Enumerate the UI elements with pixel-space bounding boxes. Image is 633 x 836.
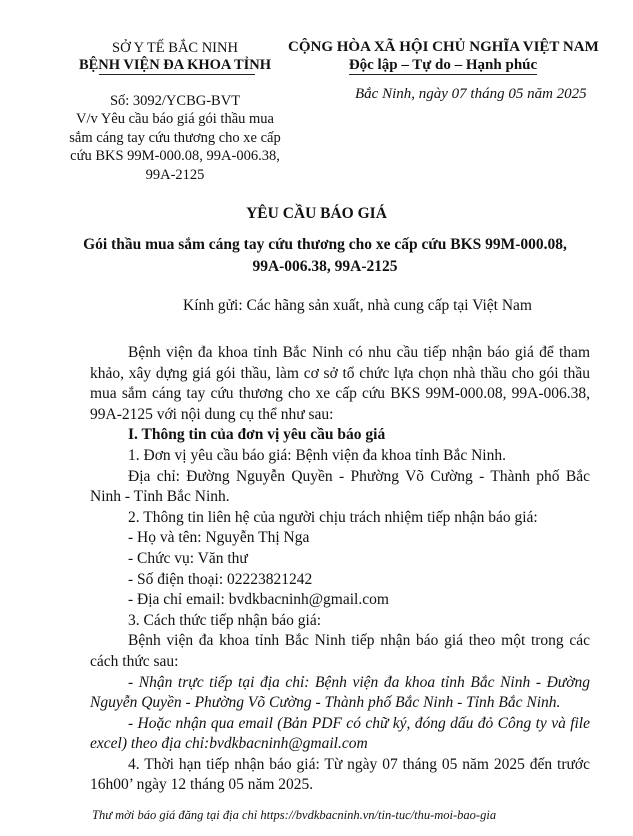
subject-line: V/v Yêu cầu báo giá gói thầu mua <box>76 111 274 127</box>
recipient-line: Kính gửi: Các hãng sản xuất, nhà cung cấp tại Việt Nam <box>183 297 532 314</box>
hospital-underline <box>99 74 255 75</box>
country-name: CỘNG HÒA XÃ HỘI CHỦ NGHĨA VIỆT NAM <box>288 39 599 55</box>
subject-line: sắm cáng tay cứu thương cho xe cấp <box>69 129 281 146</box>
national-header <box>288 38 598 74</box>
issuer-block <box>60 40 290 184</box>
address-paragraph: Địa chỉ: Đường Nguyễn Quyền - Phường Võ Cường - Thành phố Bắc Ninh - Tỉnh Bắc Ninh. <box>90 467 590 506</box>
receiving-method-desc: Bệnh viện đa khoa tỉnh Bắc Ninh tiếp nhận báo giá theo một trong các cách thức sau: <box>90 632 590 670</box>
requesting-unit: 1. Đơn vị yêu cầu báo giá: Bệnh viện đa khoa tỉnh Bắc Ninh. <box>128 446 506 464</box>
national-motto <box>349 56 537 74</box>
method-email: - Hoặc nhận qua email (Bản PDF có chữ ký, đóng dấu đỏ Công ty và file excel) theo địa chỉ:bvdkbacninh@gmail.com <box>90 714 590 753</box>
place-date: Bắc Ninh, ngày 07 tháng 05 năm 2025 <box>355 86 587 102</box>
document-title: YÊU CẦU BÁO GIÁ <box>246 205 387 222</box>
hospital-name-text: BỆNH VIỆN ĐA KHOA TỈNH <box>78 57 272 73</box>
intro-paragraph: Bệnh viện đa khoa tỉnh Bắc Ninh có nhu cầu tiếp nhận báo giá để tham khảo, xây dựng giá gói thầu, làm cơ sở tổ chức lựa chọn nhà thầu cho gói thầu mua sắm cáng tay cứu thương cho xe cấp cứu BKS 99M-000.08, 99A-006.38, 99A-2125 với nội dung cụ thể như sau: <box>90 344 590 423</box>
department-name: SỞ Y TẾ BẮC NINH <box>112 40 238 56</box>
footer-note: Thư mời báo giá đăng tại địa chỉ https://bvdkbacninh.vn/tin-tuc/thu-moi-bao-gia <box>92 808 497 822</box>
contact-position: - Chức vụ: Văn thư <box>128 549 248 567</box>
section-heading: I. Thông tin của đơn vị yêu cầu báo giá <box>128 426 386 444</box>
subtitle-line: 99A-006.38, 99A-2125 <box>252 258 398 275</box>
contact-info-heading: 2. Thông tin liên hệ của người chịu trách nhiệm tiếp nhận báo giá: <box>128 508 538 526</box>
deadline-paragraph: 4. Thời hạn tiếp nhận báo giá: Từ ngày 07 tháng 05 năm 2025 đến trước 16h00’ ngày 12 tháng 05 năm 2025. <box>90 755 590 794</box>
subject-line: cứu BKS 99M-000.08, 99A-006.38, <box>70 148 280 164</box>
contact-name: - Họ và tên: Nguyễn Thị Nga <box>128 529 310 547</box>
contact-phone: - Số điện thoại: 02223821242 <box>128 570 313 588</box>
subject-line: 99A-2125 <box>145 166 205 183</box>
hospital-name <box>79 57 271 74</box>
contact-email: - Địa chỉ email: bvdkbacninh@gmail.com <box>128 591 389 609</box>
receiving-method-heading: 3. Cách thức tiếp nhận báo giá: <box>128 611 322 629</box>
document-body <box>90 343 590 796</box>
method-direct: - Nhận trực tiếp tại địa chỉ: Bệnh viện đa khoa tỉnh Bắc Ninh - Đường Nguyễn Quyền - Phường Võ Cường - Thành phố Bắc Ninh - Tỉnh Bắc Ninh. <box>90 673 590 712</box>
motto-underline <box>349 74 537 75</box>
reference-number: Số: 3092/YCBG-BVT <box>109 93 241 109</box>
national-motto-text: Độc lập – Tự do – Hạnh phúc <box>348 57 538 73</box>
document-subtitle <box>80 234 570 278</box>
subtitle-line: Gói thầu mua sắm cáng tay cứu thương cho xe cấp cứu BKS 99M-000.08, <box>83 236 567 253</box>
